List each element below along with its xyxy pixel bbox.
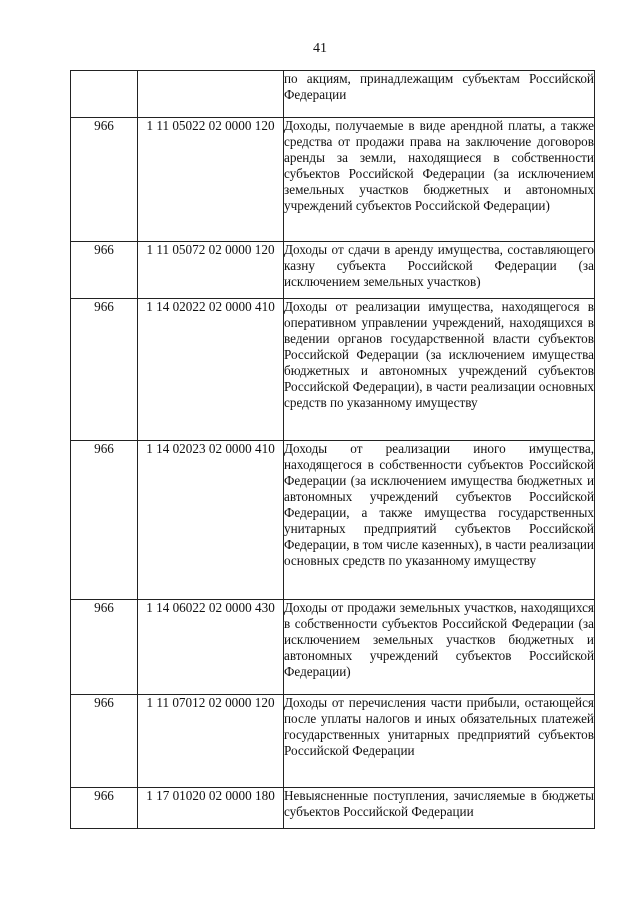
revenue-name-cell: Доходы от реализации иного имущества, находящегося в собственности субъектов Российской Федерации (за исключением имущества бюджетных и автономных учреждений субъектов Российской Федерации, а также имущества государственных унитарных предприятий субъектов Российской Федерации, в том числе казенных), в части реализации основных средств по указанному имуществу (284, 441, 595, 600)
revenue-name-cell: Невыясненные поступления, зачисляемые в бюджеты субъектов Российской Федерации (284, 788, 595, 829)
table-row (71, 788, 595, 829)
admin-code-cell: 966 (71, 118, 138, 242)
table-row (71, 441, 595, 600)
revenue-code-cell: 1 11 05072 02 0000 120 (138, 242, 284, 299)
admin-code-cell: 966 (71, 695, 138, 788)
admin-code-cell (71, 71, 138, 118)
table-row (71, 299, 595, 441)
revenue-code-cell: 1 14 06022 02 0000 430 (138, 600, 284, 695)
revenue-code-cell: 1 11 07012 02 0000 120 (138, 695, 284, 788)
revenue-name-cell: Доходы, получаемые в виде арендной платы, а также средства от продажи права на заключение договоров аренды за земли, находящиеся в собственности субъектов Российской Федерации (за исключением земельных участков бюджетных и автономных учреждений субъектов Российской Федерации) (284, 118, 595, 242)
revenue-name-cell: Доходы от перечисления части прибыли, остающейся после уплаты налогов и иных обязательных платежей государственных унитарных предприятий субъектов Российской Федерации (284, 695, 595, 788)
table-row (71, 71, 595, 118)
revenue-name-cell: Доходы от продажи земельных участков, находящихся в собственности субъектов Российской Федерации (за исключением земельных участков бюджетных и автономных учреждений субъектов Российской Федерации) (284, 600, 595, 695)
revenue-code-cell: 1 14 02023 02 0000 410 (138, 441, 284, 600)
revenue-codes-table (70, 70, 595, 829)
revenue-code-cell: 1 14 02022 02 0000 410 (138, 299, 284, 441)
table-row (71, 118, 595, 242)
revenue-name-cell: Доходы от сдачи в аренду имущества, составляющего казну субъекта Российской Федерации (за исключением земельных участков) (284, 242, 595, 299)
admin-code-cell: 966 (71, 600, 138, 695)
admin-code-cell: 966 (71, 441, 138, 600)
table-row (71, 600, 595, 695)
revenue-name-cell: Доходы от реализации имущества, находящегося в оперативном управлении учреждений, находящихся в ведении органов государственной власти субъектов Российской Федерации (за исключением имущества бюджетных и автономных учреждений субъектов Российской Федерации), в части реализации основных средств по указанному имуществу (284, 299, 595, 441)
table-row (71, 242, 595, 299)
revenue-code-cell (138, 71, 284, 118)
admin-code-cell: 966 (71, 788, 138, 829)
revenue-name-cell: по акциям, принадлежащим субъектам Российской Федерации (284, 71, 595, 118)
admin-code-cell: 966 (71, 299, 138, 441)
page-number: 41 (313, 41, 327, 56)
table-row (71, 695, 595, 788)
admin-code-cell: 966 (71, 242, 138, 299)
revenue-code-cell: 1 11 05022 02 0000 120 (138, 118, 284, 242)
revenue-code-cell: 1 17 01020 02 0000 180 (138, 788, 284, 829)
